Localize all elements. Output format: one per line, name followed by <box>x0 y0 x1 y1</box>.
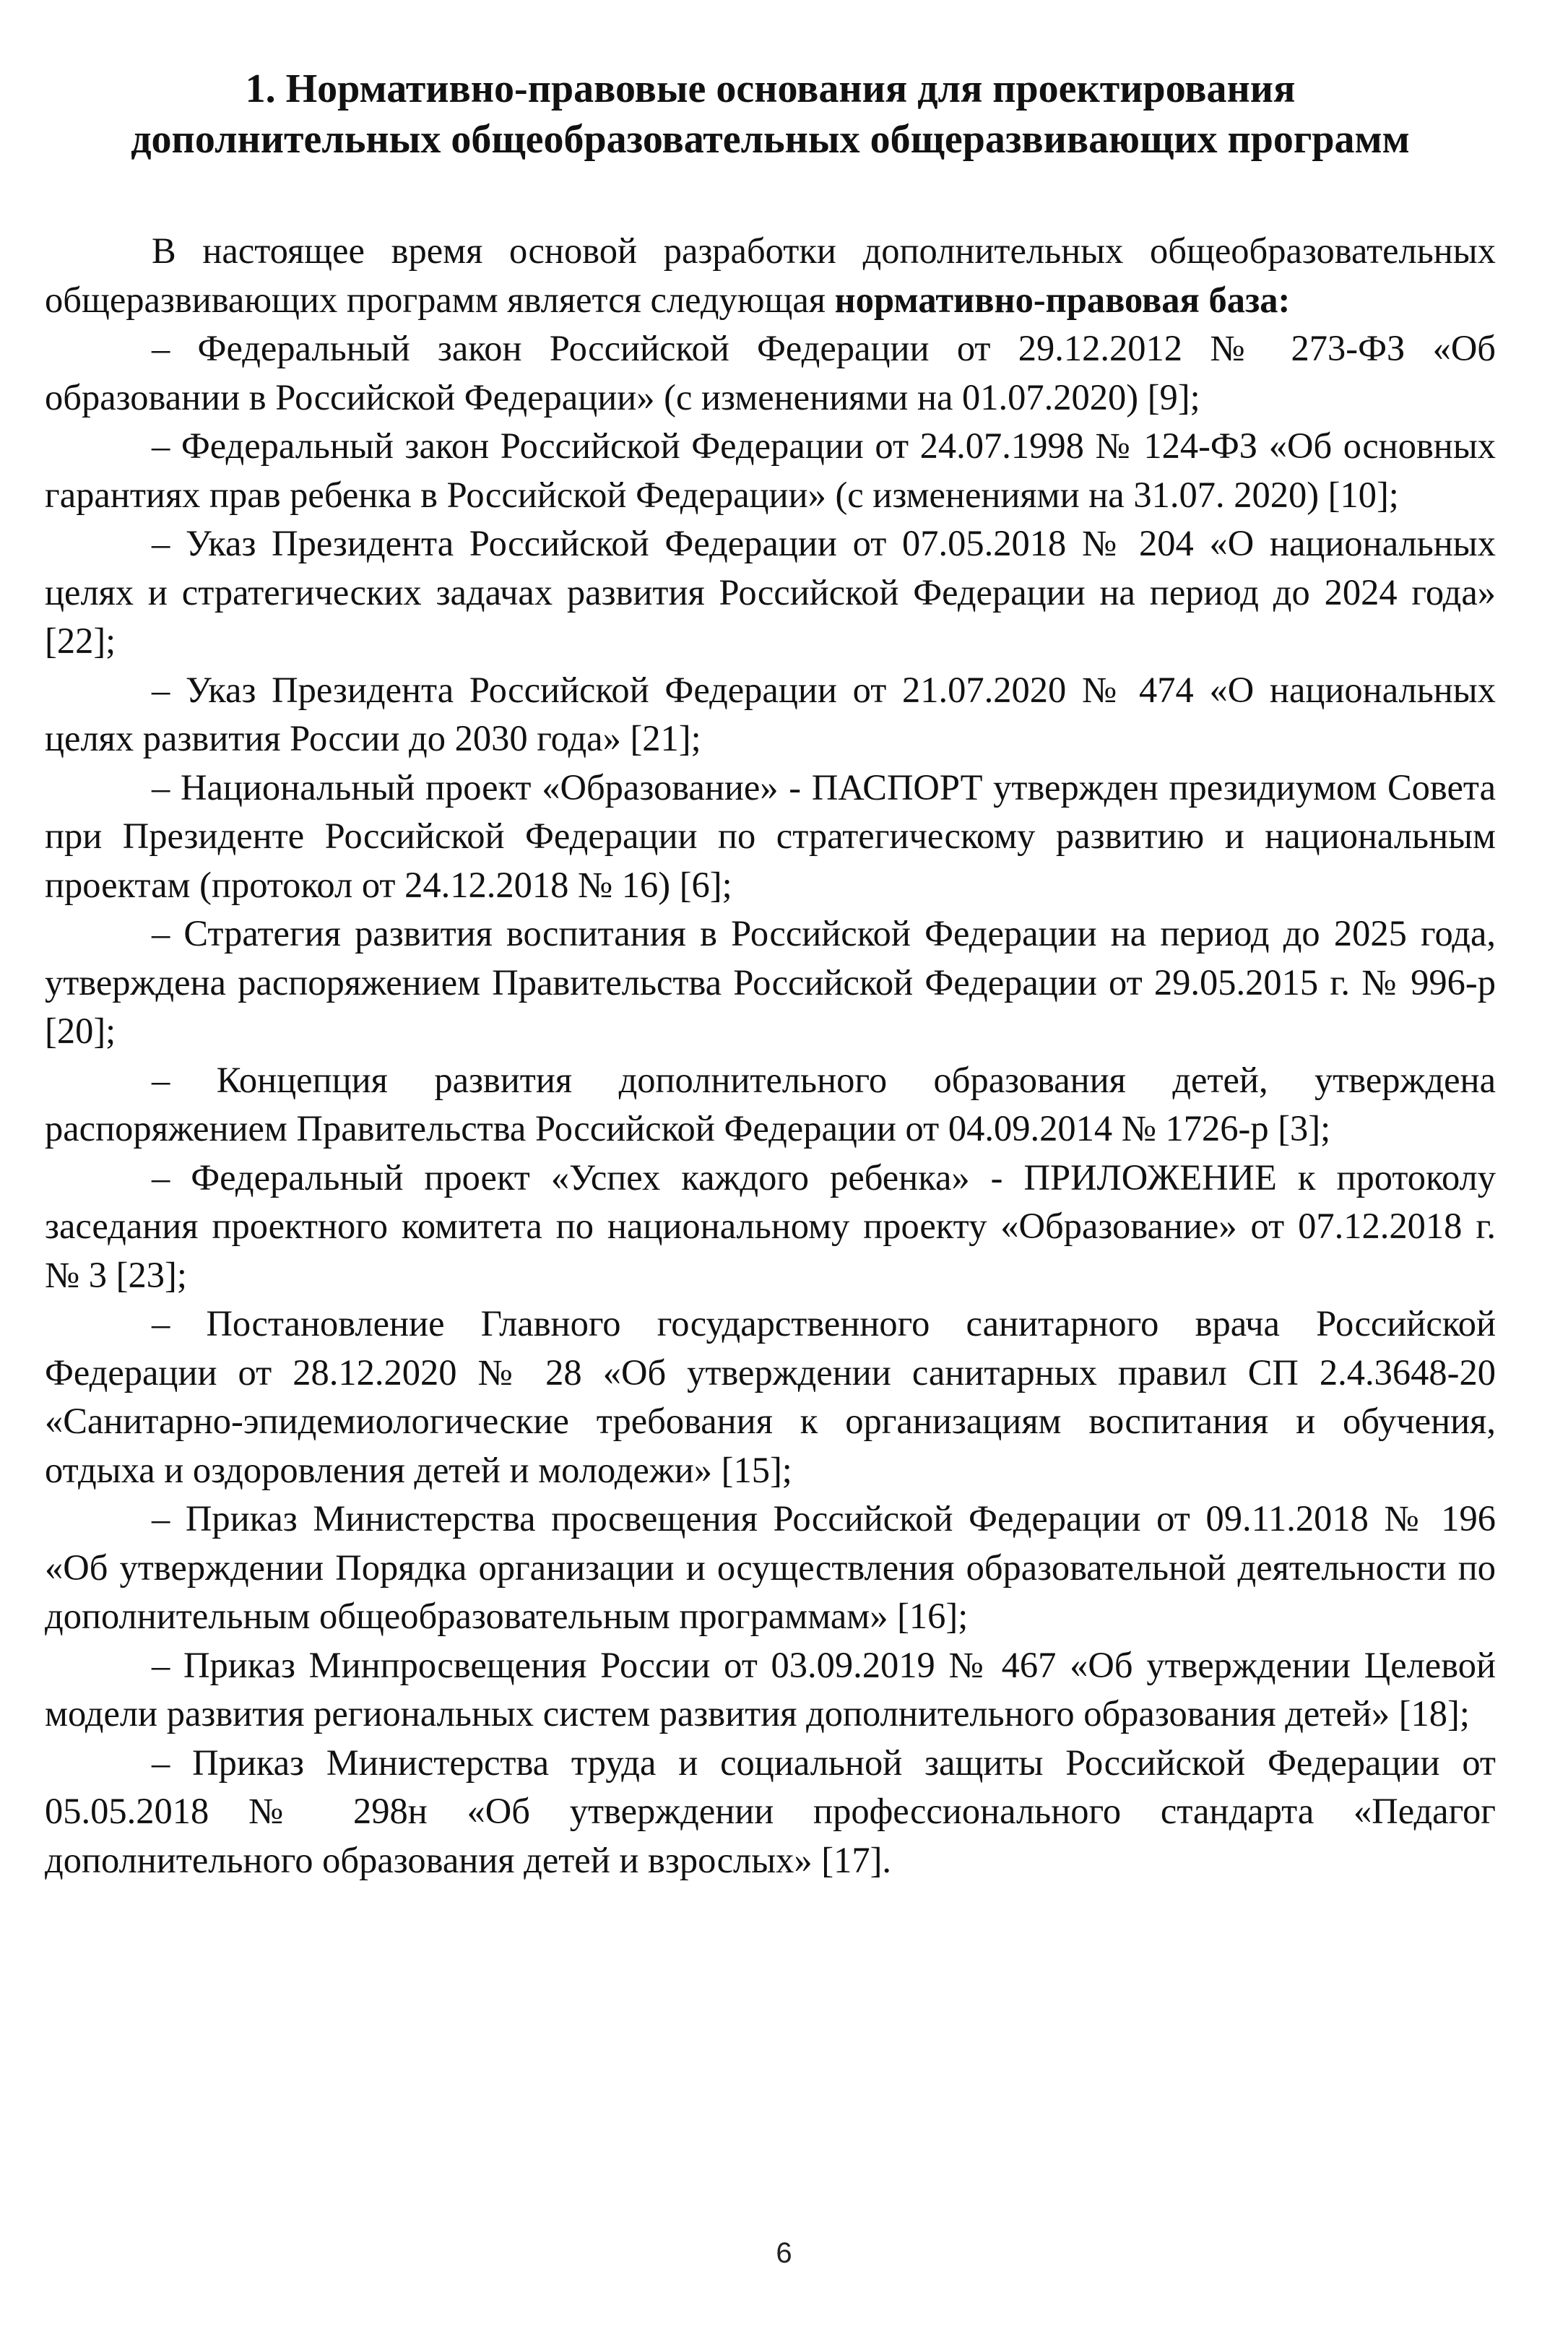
list-item: – Приказ Минпросвещения России от 03.09.2019 № 467 «Об утверждении Целевой модели развития региональных систем развития дополнительного образования детей» [18]; <box>45 1644 1496 1734</box>
list-item: – Федеральный проект «Успех каждого ребенка» - ПРИЛОЖЕНИЕ к протоколу заседания проектного комитета по национальному проекту «Образование» от 07.12.2018 г. № 3 [23]; <box>45 1157 1496 1295</box>
list-item: – Стратегия развития воспитания в Российской Федерации на период до 2025 года, утверждена распоряжением Правительства Российской Федерации от 29.05.2015 г. № 996-р [20]; <box>45 913 1496 1051</box>
intro-text: В настоящее время основой разработки дополнительных общеобразовательных общеразвивающих программ является следующая <box>45 230 1496 320</box>
intro-bold-term: нормативно-правовая база: <box>834 279 1291 320</box>
list-item: – Федеральный закон Российской Федерации от 24.07.1998 № 124-ФЗ «Об основных гарантиях прав ребенка в Российской Федерации» (с изменениями на 31.07. 2020) [10]; <box>45 425 1496 515</box>
page-number: 6 <box>776 2237 792 2269</box>
list-item: – Приказ Министерства труда и социальной защиты Российской Федерации от 05.05.2018 № 298н «Об утверждении профессионального стандарта «Педагог дополнительного образования детей и взрослых» [17]. <box>45 1742 1496 1880</box>
list-item: – Постановление Главного государственного санитарного врача Российской Федерации от 28.12.2020 № 28 «Об утверждении санитарных правил СП 2.4.3648-20 «Санитарно-эпидемиологические требования к организациям воспитания и обучения, отдыха и оздоровления детей и молодежи» [15]; <box>45 1303 1496 1490</box>
list-item: – Указ Президента Российской Федерации от 07.05.2018 № 204 «О национальных целях и стратегических задачах развития Российской Федерации на период до 2024 года» [22]; <box>45 523 1496 661</box>
section-heading-line-2: дополнительных общеобразовательных общеразвивающих программ <box>131 117 1410 162</box>
list-item: – Концепция развития дополнительного образования детей, утверждена распоряжением Правительства Российской Федерации от 04.09.2014 № 1726-р [3]; <box>45 1059 1496 1149</box>
body-text <box>45 227 1496 1885</box>
list-item: – Национальный проект «Образование» - ПАСПОРТ утвержден президиумом Совета при Президенте Российской Федерации по стратегическому развитию и национальным проектам (протокол от 24.12.2018 № 16) [6]; <box>45 766 1496 905</box>
section-heading-line-1: 1. Нормативно-правовые основания для проектирования <box>245 66 1296 111</box>
list-item: – Указ Президента Российской Федерации от 21.07.2020 № 474 «О национальных целях развития России до 2030 года» [21]; <box>45 669 1496 758</box>
intro-paragraph <box>45 227 1496 324</box>
list-item: – Приказ Министерства просвещения Российской Федерации от 09.11.2018 № 196 «Об утверждении Порядка организации и осуществления образовательной деятельности по дополнительным общеобразовательным программам» [16]; <box>45 1498 1496 1636</box>
section-heading <box>45 64 1496 165</box>
list-item: – Федеральный закон Российской Федерации от 29.12.2012 № 273-ФЗ «Об образовании в Российской Федерации» (с изменениями на 01.07.2020) [9]; <box>45 328 1496 418</box>
